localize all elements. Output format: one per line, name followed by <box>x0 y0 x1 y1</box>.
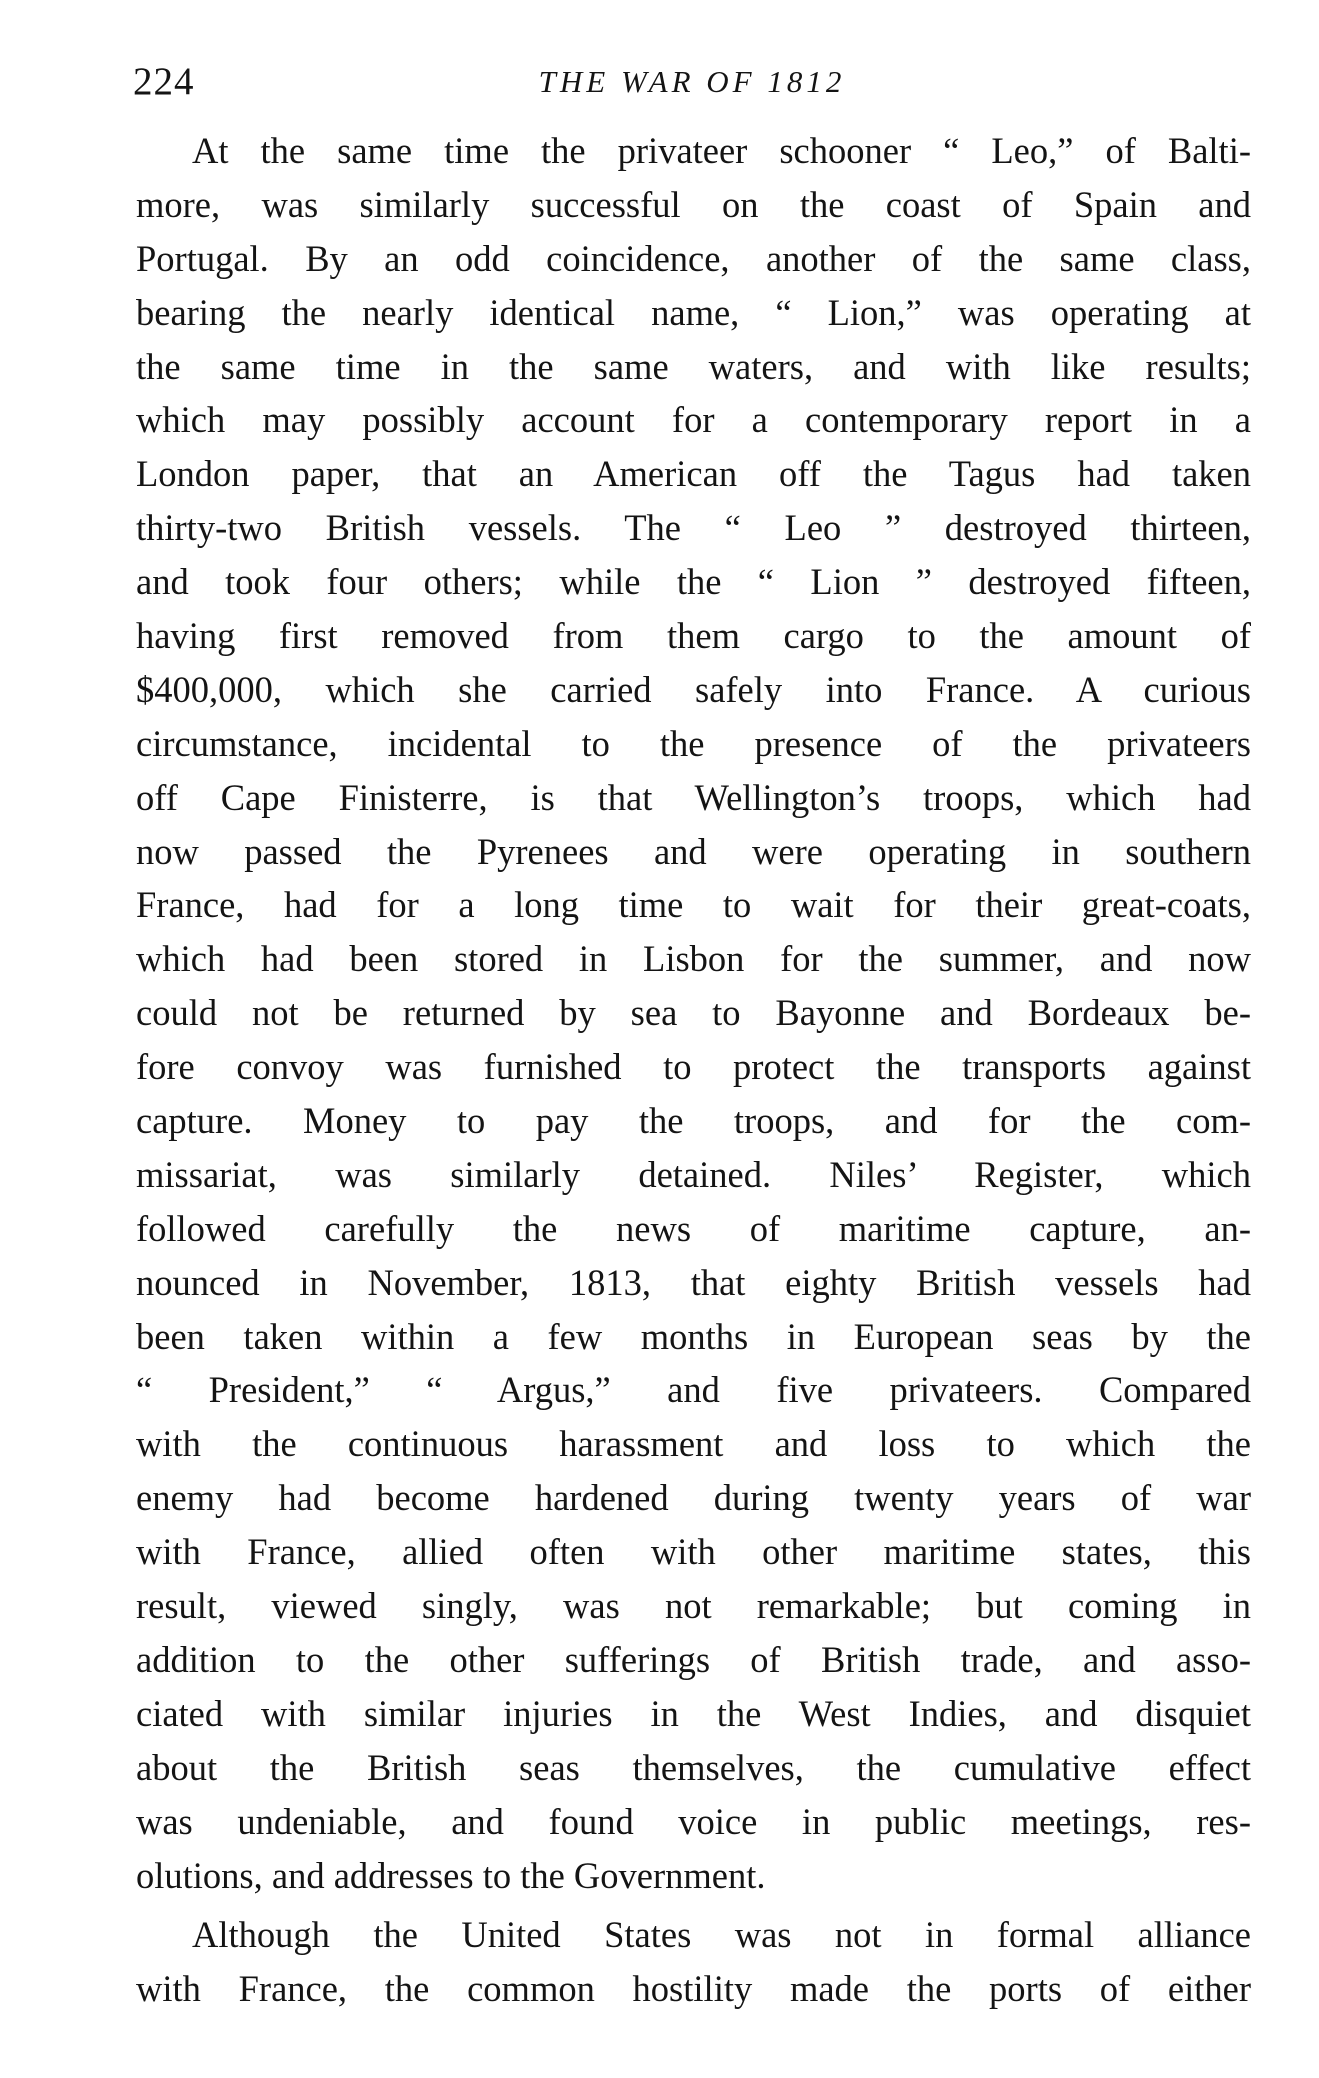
text-line: the same time in the same waters, and with like results; <box>136 345 1251 387</box>
running-title: THE WAR OF 1812 <box>538 64 846 99</box>
text-line: could not be returned by sea to Bayonne and Bordeaux be- <box>136 992 1251 1034</box>
text-line: addition to the other sufferings of British trade, and asso- <box>136 1638 1251 1680</box>
text-line: more, was similarly successful on the coast of Spain and <box>136 183 1251 225</box>
text-line: bearing the nearly identical name, “ Lion,” was operating at <box>136 291 1251 333</box>
text-line: capture. Money to pay the troops, and for the com- <box>136 1100 1251 1142</box>
text-line: France, had for a long time to wait for their great-coats, <box>136 884 1251 926</box>
text-line: $400,000, which she carried safely into France. A curious <box>136 668 1251 710</box>
text-line: London paper, that an American off the Tagus had taken <box>136 453 1251 495</box>
text-line: At the same time the privateer schooner “ Leo,” of Balti- <box>192 130 1251 171</box>
text-line: about the British seas themselves, the cumulative effect <box>136 1746 1251 1788</box>
text-line: missariat, was similarly detained. Niles’ Register, which <box>136 1153 1251 1195</box>
text-line: off Cape Finisterre, is that Wellington’s troops, which had <box>136 776 1251 818</box>
text-line: with France, allied often with other maritime states, this <box>136 1531 1251 1573</box>
text-line: result, viewed singly, was not remarkable; but coming in <box>136 1585 1251 1627</box>
text-line: which may possibly account for a contemporary report in a <box>136 399 1251 441</box>
text-line: Although the United States was not in formal alliance <box>192 1914 1251 1956</box>
text-line: Portugal. By an odd coincidence, another of the same class, <box>136 237 1251 279</box>
text-line: nounced in November, 1813, that eighty British vessels had <box>136 1261 1251 1303</box>
text-line: having first removed from them cargo to the amount of <box>136 615 1251 657</box>
text-line: been taken within a few months in European seas by the <box>136 1315 1251 1357</box>
page-number: 224 <box>133 60 195 103</box>
body-text <box>136 124 1251 2016</box>
text-line: with the continuous harassment and loss to which the <box>136 1423 1251 1465</box>
text-line: enemy had become hardened during twenty years of war <box>136 1477 1251 1519</box>
text-line: fore convoy was furnished to protect the transports against <box>136 1046 1251 1088</box>
text-line: “ President,” “ Argus,” and five privateers. Compared <box>136 1369 1251 1411</box>
text-line: which had been stored in Lisbon for the summer, and now <box>136 938 1251 980</box>
text-line: was undeniable, and found voice in public meetings, res- <box>136 1800 1251 1842</box>
text-line: and took four others; while the “ Lion ” destroyed fifteen, <box>136 561 1251 603</box>
text-line: circumstance, incidental to the presence of the privateers <box>136 722 1251 764</box>
paragraph <box>136 124 1251 1902</box>
text-line: now passed the Pyrenees and were operating in southern <box>136 830 1251 872</box>
text-line: ciated with similar injuries in the West Indies, and disquiet <box>136 1692 1251 1734</box>
text-line: olutions, and addresses to the Government. <box>136 1854 766 1896</box>
text-line: followed carefully the news of maritime capture, an- <box>136 1207 1251 1249</box>
text-line: with France, the common hostility made the ports of either <box>136 1968 1251 2010</box>
page-header <box>133 56 1251 108</box>
paragraph <box>136 1908 1251 2016</box>
text-line: thirty-two British vessels. The “ Leo ” destroyed thirteen, <box>136 507 1251 549</box>
